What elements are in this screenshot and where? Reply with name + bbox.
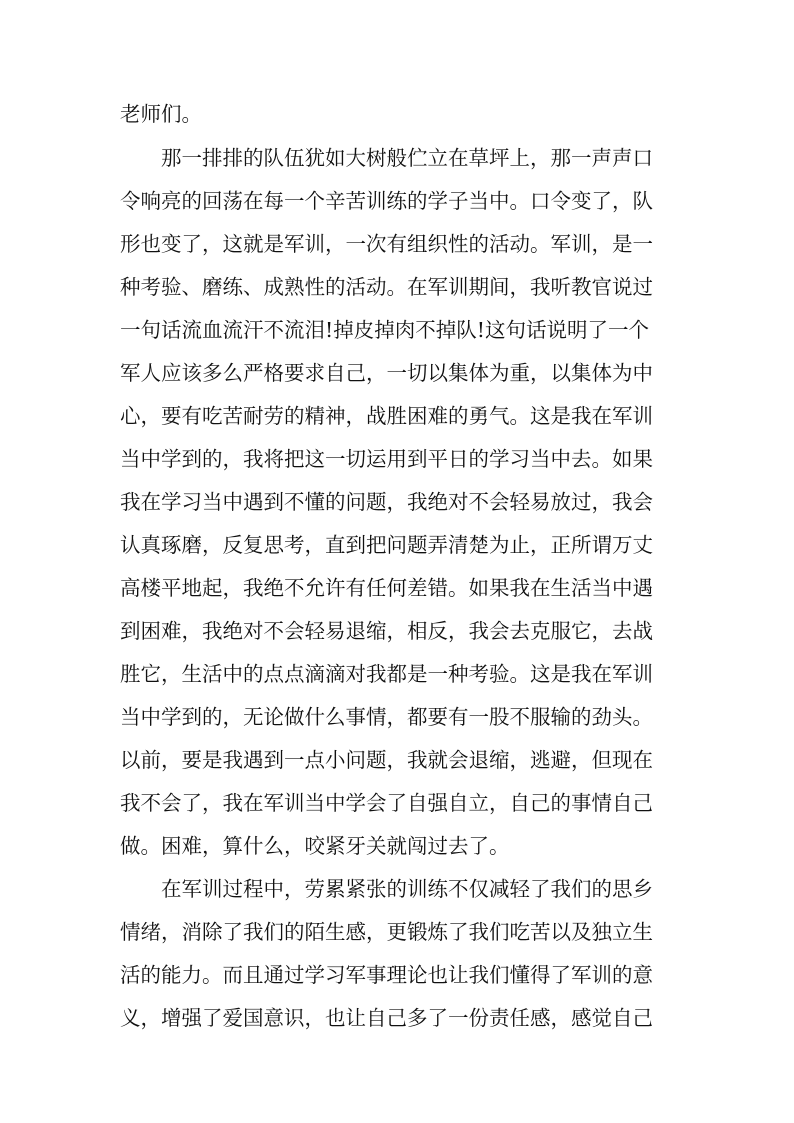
text-line: 种考验、磨练、成熟性的活动。在军训期间，我听教官说过: [120, 275, 653, 299]
text-line: 认真琢磨，反复思考，直到把问题弄清楚为止，正所谓万丈: [120, 533, 653, 557]
text-line: 高楼平地起，我绝不允许有任何差错。如果我在生活当中遇: [120, 576, 653, 600]
text-line: 当中学到的，我将把这一切运用到平日的学习当中去。如果: [120, 447, 653, 471]
text-line: 以前，要是我遇到一点小问题，我就会退缩，逃避，但现在: [120, 748, 653, 772]
text-line: 情绪，消除了我们的陌生感，更锻炼了我们吃苦以及独立生: [120, 920, 653, 944]
paragraph-first-line: 那一排排的队伍犹如大树般伫立在草坪上，那一声声口: [161, 146, 653, 170]
text-line: 做。困难，算什么，咬紧牙关就闯过去了。: [120, 834, 510, 858]
text-line: 义，增强了爱国意识，也让自己多了一份责任感，感觉自己: [120, 1006, 653, 1030]
text-line: 令响亮的回荡在每一个辛苦训练的学子当中。口令变了，队: [120, 189, 653, 213]
text-line: 军人应该多么严格要求自己，一切以集体为重，以集体为中: [120, 361, 653, 385]
text-line: 胜它，生活中的点点滴滴对我都是一种考验。这是我在军训: [120, 662, 653, 686]
text-line: 形也变了，这就是军训，一次有组织性的活动。军训，是一: [120, 232, 653, 256]
text-line: 当中学到的，无论做什么事情，都要有一股不服输的劲头。: [120, 705, 653, 729]
text-line: 我在学习当中遇到不懂的问题，我绝对不会轻易放过，我会: [120, 490, 653, 514]
text-line: 一句话流血流汗不流泪!掉皮掉肉不掉队!这句话说明了一个: [120, 318, 649, 342]
text-line: 到困难，我绝对不会轻易退缩，相反，我会去克服它，去战: [120, 619, 653, 643]
text-line: 活的能力。而且通过学习军事理论也让我们懂得了军训的意: [120, 963, 653, 987]
text-line: 老师们。: [120, 102, 202, 126]
text-line: 心，要有吃苦耐劳的精神，战胜困难的勇气。这是我在军训: [120, 404, 653, 428]
paragraph-first-line: 在军训过程中，劳累紧张的训练不仅减轻了我们的思乡: [161, 877, 653, 901]
text-line: 我不会了，我在军训当中学会了自强自立，自己的事情自己: [120, 791, 653, 815]
